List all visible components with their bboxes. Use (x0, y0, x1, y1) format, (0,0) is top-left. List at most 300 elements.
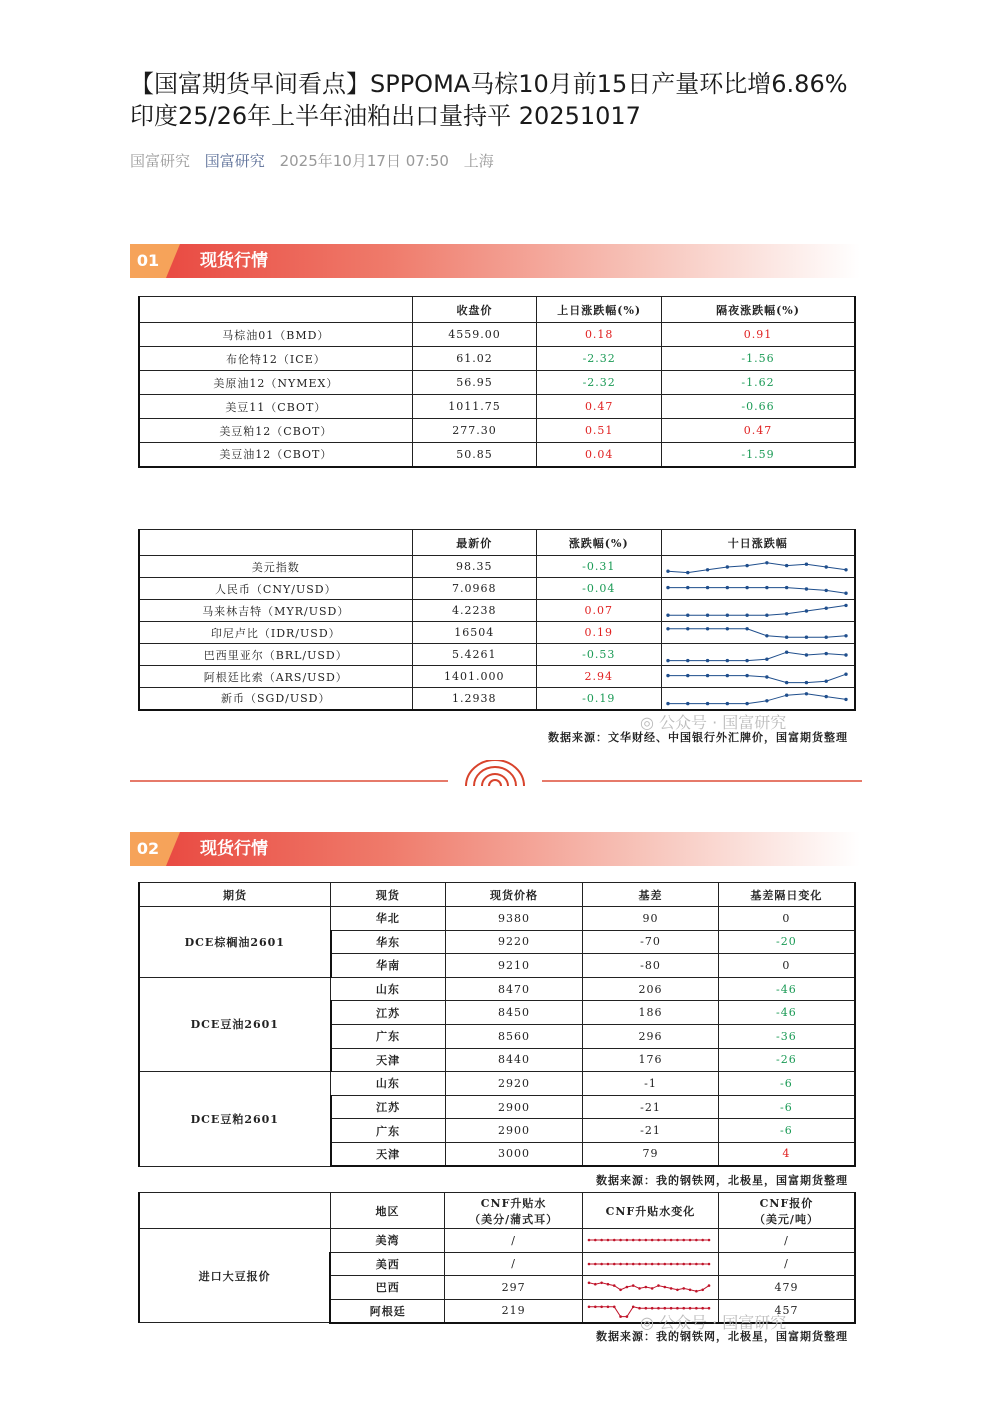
sparkline-point (844, 568, 847, 571)
sparkline-point (686, 570, 689, 573)
basis-change: -6 (718, 1119, 855, 1143)
overnight-change: -0.66 (662, 395, 855, 419)
sparkline-point (765, 613, 768, 616)
sparkline (662, 623, 852, 643)
sparkline-point (745, 563, 748, 566)
table-row (139, 578, 855, 600)
sparkline-point (701, 1289, 704, 1292)
basis-change: -6 (718, 1095, 855, 1119)
sparkline-point (745, 673, 748, 676)
basis: 206 (583, 977, 718, 1001)
sparkline-point (666, 569, 669, 572)
table-row (139, 323, 855, 347)
spot-region: 江苏 (331, 1001, 446, 1025)
sparkline-point (686, 627, 689, 630)
sparkline-point (651, 1239, 654, 1242)
cnf-header: CNF升贴水 (480, 1196, 547, 1210)
spot-price: 9220 (445, 930, 583, 954)
overnight-change: -1.56 (662, 347, 855, 371)
data-source-note: 数据来源：我的钢铁网，北极星，国富期货整理 (596, 1174, 848, 1187)
sparkline-point (670, 1262, 673, 1265)
sparkline-point (676, 1239, 679, 1242)
currency-name: 人民币（CNY/USD） (139, 578, 412, 600)
spot-region: 广东 (331, 1119, 446, 1143)
table-header-row (139, 883, 855, 907)
sparkline-point (708, 1285, 711, 1288)
sparkline-point (644, 1262, 647, 1265)
sparkline-point (613, 1285, 616, 1288)
sparkline-point (708, 1239, 711, 1242)
latest-price: 4.2238 (412, 600, 537, 622)
sparkline-point (784, 585, 787, 588)
basis-change: -36 (718, 1024, 855, 1048)
cnf-quote: 479 (718, 1276, 855, 1300)
basis: 176 (583, 1048, 718, 1072)
sparkline-point (666, 702, 669, 705)
basis: 90 (583, 907, 718, 931)
sparkline-point (626, 1315, 629, 1318)
soybean-import-table (138, 1192, 856, 1324)
ten-day-trend (661, 666, 855, 688)
sparkline-point (705, 568, 708, 571)
cnf-trend (582, 1276, 718, 1300)
table-row (139, 666, 855, 688)
sparkline-point (765, 561, 768, 564)
latest-price: 1.2938 (412, 688, 537, 710)
sparkline-point (682, 1287, 685, 1290)
column-header (718, 1193, 855, 1229)
spot-region: 山东 (331, 977, 446, 1001)
sparkline (662, 645, 852, 665)
sparkline-point (695, 1290, 698, 1293)
section-badge-tail (166, 832, 180, 866)
spot-price: 8450 (445, 1001, 583, 1025)
cnf-premium: / (445, 1229, 583, 1253)
prev-day-change: -2.32 (537, 371, 662, 395)
sparkline-point (666, 613, 669, 616)
ten-day-trend (661, 600, 855, 622)
sparkline-path (668, 694, 846, 704)
latest-price: 16504 (412, 622, 537, 644)
sparkline-point (824, 651, 827, 654)
change-pct: 2.94 (537, 666, 661, 688)
sparkline-point (784, 612, 787, 615)
latest-price: 7.0968 (412, 578, 537, 600)
sparkline-point (705, 673, 708, 676)
futures-contract: DCE豆粕2601 (139, 1072, 331, 1166)
sparkline-point (657, 1239, 660, 1242)
sparkline-point (686, 673, 689, 676)
sparkline-point (619, 1262, 622, 1265)
change-pct: -0.19 (537, 688, 661, 710)
column-header: 涨跌幅(%) (537, 530, 661, 556)
origin-region: 美湾 (330, 1229, 445, 1253)
sparkline-point (725, 627, 728, 630)
spot-price: 9210 (445, 954, 583, 978)
sparkline-point (686, 702, 689, 705)
quote-header: CNF报价 (759, 1196, 814, 1210)
overnight-change: 0.91 (662, 323, 855, 347)
sparkline-point (725, 565, 728, 568)
sparkline-point (765, 634, 768, 637)
sparkline-point (765, 657, 768, 660)
sparkline-point (682, 1262, 685, 1265)
fx-rates-table (138, 529, 856, 711)
column-header (445, 1193, 583, 1229)
overnight-change: 0.47 (662, 419, 855, 443)
instrument-name: 布伦特12（ICE） (139, 347, 412, 371)
prev-day-change: 0.18 (537, 323, 662, 347)
sparkline-point (619, 1315, 622, 1318)
change-pct: 0.19 (537, 622, 661, 644)
currency-name: 印尼卢比（IDR/USD） (139, 622, 412, 644)
spot-region: 华北 (331, 907, 446, 931)
close-price: 1011.75 (412, 395, 537, 419)
table-row (139, 395, 855, 419)
basis-change: 0 (718, 954, 855, 978)
sparkline-point (844, 591, 847, 594)
sparkline-point (705, 702, 708, 705)
currency-name: 阿根廷比索（ARS/USD） (139, 666, 412, 688)
sparkline-point (651, 1306, 654, 1309)
table-row (139, 644, 855, 666)
spot-price: 8440 (445, 1048, 583, 1072)
sparkline-point (607, 1239, 610, 1242)
sparkline-point (745, 627, 748, 630)
column-header: 最新价 (412, 530, 537, 556)
data-source-note: 数据来源：文华财经、中国银行外汇牌价，国富期货整理 (548, 731, 848, 744)
section-header-02 (130, 832, 860, 866)
sparkline-point (657, 1262, 660, 1265)
column-header (139, 297, 412, 323)
sparkline-point (651, 1287, 654, 1290)
table-row (139, 419, 855, 443)
publish-datetime: 2025年10月17日 07:50 (279, 152, 449, 170)
sparkline-point (651, 1262, 654, 1265)
sparkline-point (594, 1283, 597, 1286)
cnf-trend (582, 1229, 718, 1253)
table-header-row (139, 1193, 855, 1229)
sparkline-point (686, 585, 689, 588)
sparkline-point (784, 680, 787, 683)
section-header-01 (130, 244, 860, 278)
currency-name: 美元指数 (139, 556, 412, 578)
instrument-name: 美豆粕12（CBOT） (139, 419, 412, 443)
sparkline-point (804, 635, 807, 638)
sparkline-point (824, 565, 827, 568)
sparkline (662, 557, 852, 577)
sparkline-point (765, 585, 768, 588)
article-meta (130, 150, 504, 171)
sparkline-point (666, 658, 669, 661)
sparkline-point (626, 1262, 629, 1265)
basis: -80 (583, 954, 718, 978)
column-header: 隔夜涨跌幅(%) (662, 297, 855, 323)
publish-location: 上海 (463, 152, 494, 170)
spot-region: 山东 (331, 1072, 446, 1096)
sparkline-point (701, 1262, 704, 1265)
data-source-note: 数据来源：我的钢铁网，北极星，国富期货整理 (596, 1330, 848, 1343)
ten-day-trend (661, 688, 855, 710)
change-pct: 0.07 (537, 600, 661, 622)
sparkline-point (725, 585, 728, 588)
sparkline-point (666, 585, 669, 588)
sparkline-point (689, 1239, 692, 1242)
spot-region: 华东 (331, 930, 446, 954)
sparkline-point (705, 627, 708, 630)
sparkline-point (638, 1306, 641, 1309)
sparkline-point (824, 588, 827, 591)
basis: -21 (583, 1119, 718, 1143)
table-row (139, 1229, 855, 1253)
table-row (139, 907, 855, 931)
sparkline (662, 579, 852, 599)
sparkline-point (784, 694, 787, 697)
origin-region: 阿根廷 (330, 1299, 445, 1323)
sparkline-point (765, 699, 768, 702)
column-header: 现货 (331, 883, 446, 907)
table-row (139, 443, 855, 467)
sparkline-point (844, 653, 847, 656)
close-price: 56.95 (412, 371, 537, 395)
prev-day-change: 0.04 (537, 443, 662, 467)
sparkline-point (600, 1239, 603, 1242)
sparkline-point (804, 587, 807, 590)
sparkline-point (689, 1262, 692, 1265)
sparkline-point (663, 1306, 666, 1309)
sparkline-point (725, 613, 728, 616)
close-price: 277.30 (412, 419, 537, 443)
sparkline-point (663, 1262, 666, 1265)
section-badge-tail (166, 244, 180, 278)
sparkline-point (824, 606, 827, 609)
sparkline-point (682, 1306, 685, 1309)
table-header-row (139, 530, 855, 556)
column-header: 收盘价 (412, 297, 537, 323)
sparkline-point (686, 613, 689, 616)
sparkline-point (844, 698, 847, 701)
ten-day-trend (661, 622, 855, 644)
latest-price: 5.4261 (412, 644, 537, 666)
prev-day-change: 0.47 (537, 395, 662, 419)
column-header: 十日涨跌幅 (661, 530, 855, 556)
sparkline-point (695, 1306, 698, 1309)
currency-name: 新币（SGD/USD） (139, 688, 412, 710)
sparkline-point (666, 673, 669, 676)
sparkline-point (588, 1239, 591, 1242)
sparkline-point (784, 650, 787, 653)
section-number: 01 (130, 244, 166, 278)
table-row (139, 1072, 855, 1096)
sparkline-point (613, 1239, 616, 1242)
overnight-change: -1.59 (662, 443, 855, 467)
sparkline-point (663, 1286, 666, 1289)
sparkline-path (668, 587, 846, 593)
sparkline-path (668, 628, 846, 636)
sparkline-point (745, 658, 748, 661)
ten-day-trend (661, 556, 855, 578)
sparkline-path (668, 674, 846, 682)
sparkline-point (695, 1239, 698, 1242)
sparkline-point (725, 658, 728, 661)
watermark: ◎ 公众号 · 国富研究 (640, 713, 787, 732)
change-pct: -0.31 (537, 556, 661, 578)
table-row (139, 622, 855, 644)
cnf-quote: / (718, 1252, 855, 1276)
sparkline-point (705, 658, 708, 661)
sparkline-point (626, 1286, 629, 1289)
basis-change: -46 (718, 977, 855, 1001)
basis: 186 (583, 1001, 718, 1025)
sparkline-point (644, 1306, 647, 1309)
sparkline-point (607, 1262, 610, 1265)
change-pct: -0.04 (537, 578, 661, 600)
basis: 296 (583, 1024, 718, 1048)
account-link[interactable]: 国富研究 (204, 152, 265, 170)
sparkline-point (626, 1239, 629, 1242)
table-row (139, 347, 855, 371)
sparkline-point (607, 1283, 610, 1286)
sparkline-point (619, 1239, 622, 1242)
sparkline-point (701, 1239, 704, 1242)
sparkline-point (708, 1262, 711, 1265)
sparkline (662, 601, 852, 621)
sparkline-point (632, 1285, 635, 1288)
sparkline-point (676, 1289, 679, 1292)
instrument-name: 美豆11（CBOT） (139, 395, 412, 419)
instrument-name: 马棕油01（BMD） (139, 323, 412, 347)
basis: -70 (583, 930, 718, 954)
wechat-icon: ◎ (640, 1313, 660, 1332)
sparkline-point (594, 1262, 597, 1265)
table-row (139, 371, 855, 395)
sparkline-point (689, 1306, 692, 1309)
sparkline-point (632, 1239, 635, 1242)
overnight-change: -1.62 (662, 371, 855, 395)
sparkline-point (804, 653, 807, 656)
sparkline-point (613, 1262, 616, 1265)
sparkline-point (588, 1262, 591, 1265)
sparkline-point (784, 563, 787, 566)
sparkline-point (844, 603, 847, 606)
basis-change: -6 (718, 1072, 855, 1096)
sparkline-path (668, 652, 846, 660)
spot-price: 8470 (445, 977, 583, 1001)
latest-price: 1401.000 (412, 666, 537, 688)
instrument-name: 美豆油12（CBOT） (139, 443, 412, 467)
instrument-name: 美原油12（NYMEX） (139, 371, 412, 395)
sparkline-point (682, 1239, 685, 1242)
close-price: 61.02 (412, 347, 537, 371)
ten-day-trend (661, 644, 855, 666)
column-header (139, 530, 412, 556)
sparkline-point (725, 673, 728, 676)
sparkline-path (668, 562, 846, 572)
cnf-premium: 297 (445, 1276, 583, 1300)
basis: -1 (583, 1072, 718, 1096)
column-header: 期货 (139, 883, 331, 907)
sparkline-point (632, 1262, 635, 1265)
sparkline-point (600, 1262, 603, 1265)
sparkline-point (705, 613, 708, 616)
divider-line-right (542, 780, 862, 782)
close-price: 4559.00 (412, 323, 537, 347)
table-row (139, 556, 855, 578)
sparkline-point (657, 1285, 660, 1288)
sparkline-point (695, 1262, 698, 1265)
table-row (139, 600, 855, 622)
sparkline-point (644, 1286, 647, 1289)
spot-basis-table (138, 882, 856, 1167)
column-header (139, 1193, 330, 1229)
spot-price: 2920 (445, 1072, 583, 1096)
sparkline-point (804, 609, 807, 612)
cnf-premium: 219 (445, 1299, 583, 1323)
sparkline-point (745, 702, 748, 705)
sparkline-point (844, 672, 847, 675)
cnf-quote: / (718, 1229, 855, 1253)
sparkline-point (784, 635, 787, 638)
sparkline-point (600, 1305, 603, 1308)
cnf-unit: （美分/蒲式耳） (469, 1212, 559, 1226)
sparkline-point (804, 680, 807, 683)
spot-price: 2900 (445, 1119, 583, 1143)
sparkline-point (600, 1282, 603, 1285)
column-header: 基差隔日变化 (718, 883, 855, 907)
change-pct: -0.53 (537, 644, 661, 666)
futures-close-table (138, 296, 856, 468)
latest-price: 98.35 (412, 556, 537, 578)
prev-day-change: 0.51 (537, 419, 662, 443)
sparkline-point (670, 1287, 673, 1290)
table-row (139, 688, 855, 710)
table-header-row (139, 297, 855, 323)
ten-day-trend (661, 578, 855, 600)
spot-region: 广东 (331, 1024, 446, 1048)
sparkline-point (588, 1282, 591, 1285)
section-title: 现货行情 (200, 839, 268, 859)
basis: 79 (583, 1142, 718, 1166)
sparkline-point (686, 658, 689, 661)
sparkline (662, 667, 852, 687)
futures-contract: DCE棕榈油2601 (139, 907, 331, 978)
close-price: 50.85 (412, 443, 537, 467)
watermark: ◎ 公众号 · 国富研究 (640, 1313, 787, 1332)
column-header: 地区 (330, 1193, 445, 1229)
sparkline-point (594, 1305, 597, 1308)
sparkline-point (644, 1239, 647, 1242)
sparkline-point (745, 613, 748, 616)
sparkline-point (824, 635, 827, 638)
article-title: 【国富期货早间看点】SPPOMA马棕10月前15日产量环比增6.86% 印度25/26年上半年油粕出口量持平 20251017 (130, 70, 848, 130)
sparkline-point (588, 1305, 591, 1308)
quote-unit: （美元/吨） (753, 1212, 819, 1226)
basis-change: -20 (718, 930, 855, 954)
currency-name: 马来林吉特（MYR/USD） (139, 600, 412, 622)
sparkline-point (725, 702, 728, 705)
basis-change: -26 (718, 1048, 855, 1072)
sparkline-point (594, 1239, 597, 1242)
sparkline-point (666, 627, 669, 630)
spot-region: 天津 (331, 1048, 446, 1072)
sparkline-point (632, 1305, 635, 1308)
sparkline-point (676, 1306, 679, 1309)
cnf-premium: / (445, 1252, 583, 1276)
spot-region: 天津 (331, 1142, 446, 1166)
spot-price: 2900 (445, 1095, 583, 1119)
sparkline-point (638, 1287, 641, 1290)
sparkline-point (657, 1306, 660, 1309)
